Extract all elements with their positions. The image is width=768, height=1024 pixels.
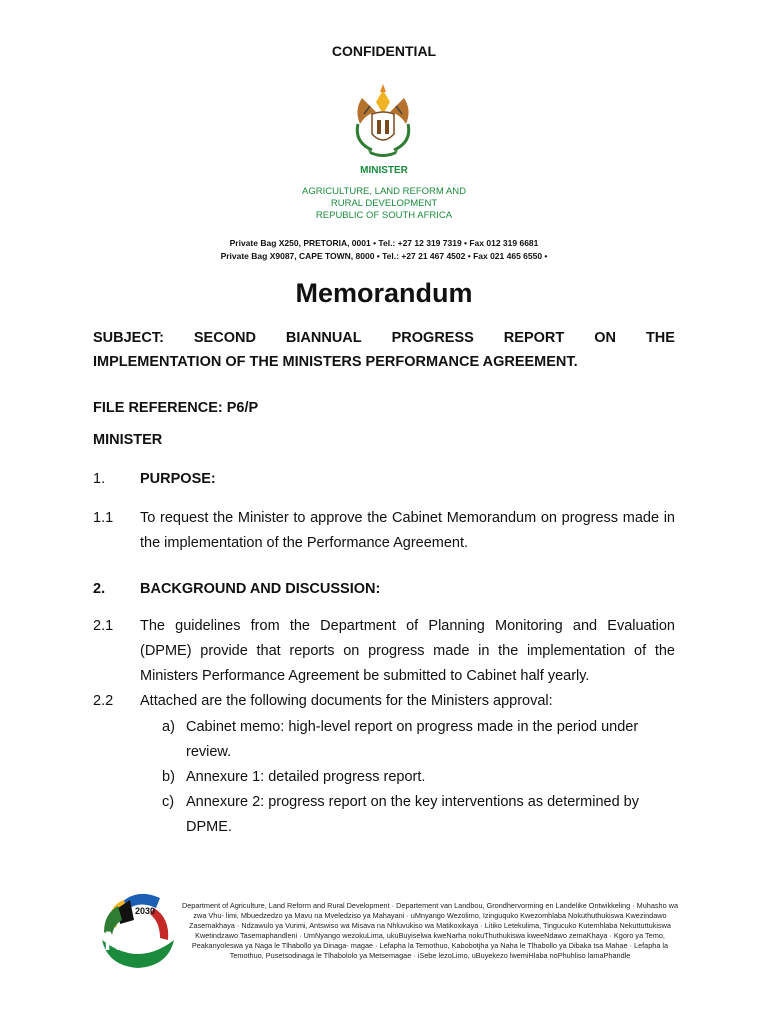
paragraph-number: 1.1: [93, 510, 114, 526]
list-item: Cabinet memo: high-level report on progress made in the period under review.: [186, 719, 639, 760]
address-cape-town: Private Bag X9087, CAPE TOWN, 8000 • Tel.: +27 21 467 4502 • Fax 021 465 6550 •: [220, 251, 548, 261]
section-number: 2.: [93, 581, 106, 597]
paragraph-number: 2.2: [93, 693, 114, 709]
paragraph-text: To request the Minister to approve the Cabinet Memorandum on progress made in the implementation of the Performance Agreement.: [140, 510, 675, 551]
addressee: MINISTER: [93, 432, 163, 448]
list-item-letter: a): [162, 719, 175, 735]
office-title: MINISTER: [360, 165, 408, 176]
department-name: AGRICULTURE, LAND REFORM AND RURAL DEVELOPMENT REPUBLIC OF SOUTH AFRICA: [302, 186, 466, 221]
address-pretoria: Private Bag X250, PRETORIA, 0001 • Tel.: +27 12 319 7319 • Fax 012 319 6681: [229, 238, 539, 248]
ndp-year: 2030: [135, 906, 156, 916]
classification-label: CONFIDENTIAL: [331, 43, 437, 59]
list-item-letter: c): [162, 794, 175, 810]
footer-department-names: Department of Agriculture, Land Reform and Rural Development · Departement van Landbou, Grondhervorming en Landelike Ontwikkeling · Muhasho wa zwa Vhu- limi, Mbuedzedzo ya Mavu na Mveledziso ya Mahayani · uMnyango Wezolimo, Izinguquko Kwezomhlaba Nokuthuthukiswa Kwezindawo Zasemakhaya · Ndzawulo ya Vurimi, Antswiso wa Misava na Nhluvukiso wa Matikoxikaya · Litiko Letekulima, Tingucuko Kutemhlaba Nekuttuttukiswa Kwetindzawo Tasemaphandleni · UmNyango wezokuLima, ukuBuyiselwa kweNarha nokuThuthukiswa kweeNdawo zemaKhaya · Kgoro ya Temo, Peakanyoleswa ya Naga le Tlhabollo ya Dinaga- magae · Lefapha la Temothuo, Kabobotjha ya Naha le Tlhabollo ya Dibaka tsa Mahae · Lefapha la Temothuo, Pusetsodinaga le Tlhabololo ya Metsemagae · iSebe lezoLimo, uBuyekezo lwemiHlaba noPhuhliso lamaPhandle: [181, 901, 679, 960]
list-item-letter: b): [162, 769, 175, 785]
ndp-wordmark: NDP: [104, 926, 162, 956]
list-item: Annexure 1: detailed progress report.: [186, 769, 426, 785]
paragraph-text: Attached are the following documents for the Ministers approval:: [140, 693, 553, 709]
subject: SUBJECT: SECOND BIANNUAL PROGRESS REPORT ON THE IMPLEMENTATION OF THE MINISTERS PERFORMANCE AGREEMENT.: [93, 330, 675, 370]
list-item: Annexure 2: progress report on the key interventions as determined by DPME.: [186, 794, 639, 835]
ndp-2030-logo-icon: [98, 880, 178, 970]
file-reference: FILE REFERENCE: P6/P: [93, 400, 259, 416]
document-title: Memorandum: [295, 278, 473, 308]
paragraph-number: 2.1: [93, 618, 114, 634]
section-heading: BACKGROUND AND DISCUSSION:: [140, 581, 381, 597]
section-number: 1.: [93, 471, 106, 487]
coat-of-arms-icon: [350, 84, 416, 160]
section-heading: PURPOSE:: [140, 471, 216, 487]
paragraph-text: The guidelines from the Department of Planning Monitoring and Evaluation (DPME) provide that reports on progress made in the implementation of the Ministers Performance Agreement be submitted to Cabinet half yearly.: [140, 618, 675, 684]
